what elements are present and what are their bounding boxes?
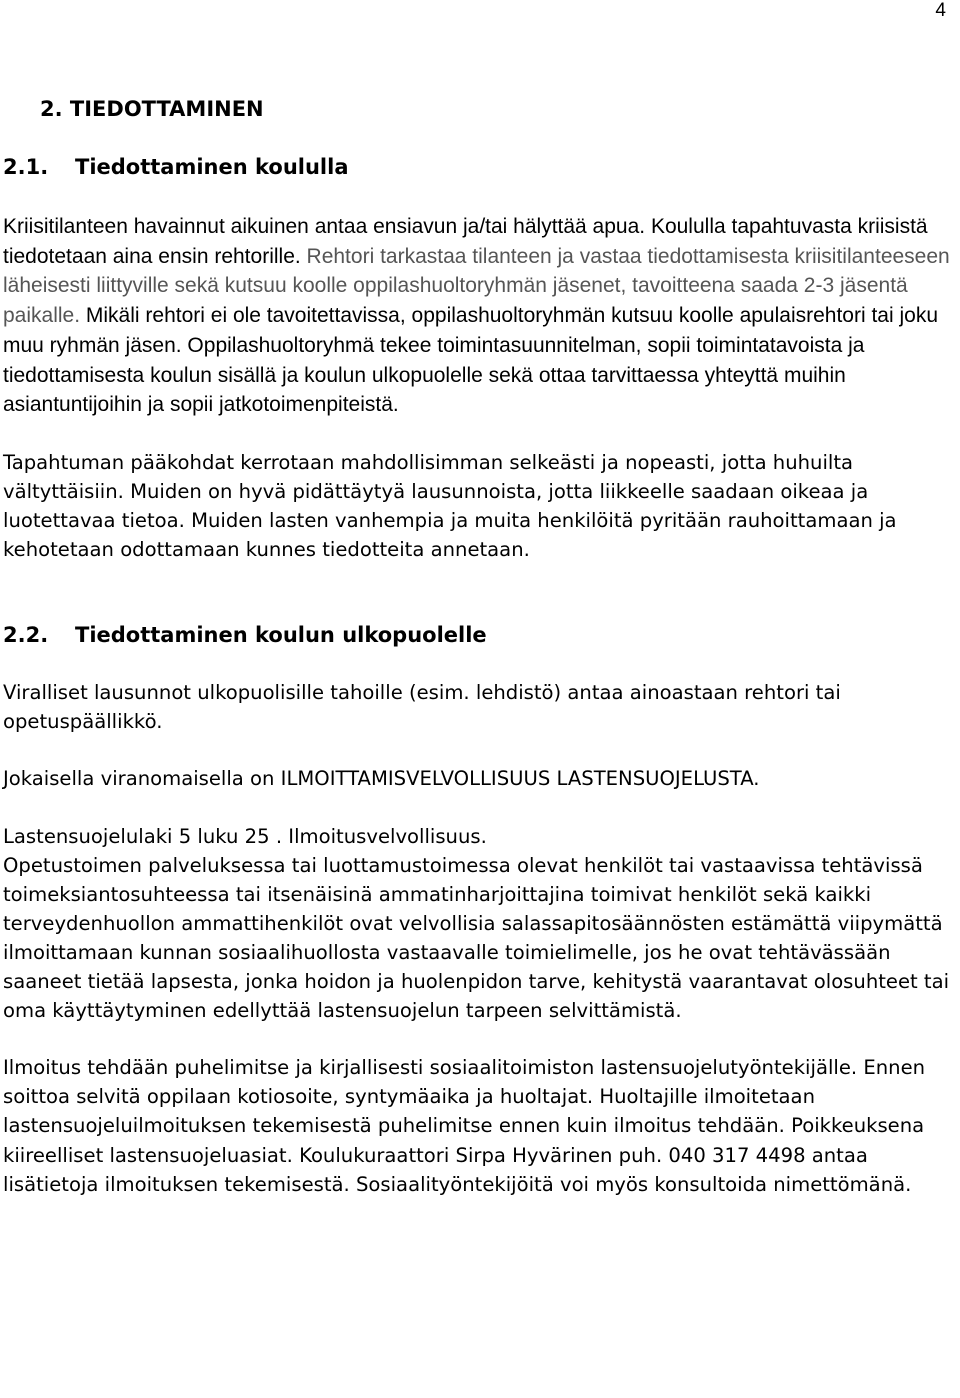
paragraph-1-part-d: Oppilashuoltoryhmä tekee toimintasuunnitelman, sopii toimintatavoista ja tiedottamisesta koulun sisällä ja koulun ulkopuolelle sekä ottaa tarvittaessa yhteyttä muihin asiantuntijoihin ja sopii jatkotoimenpiteistä. <box>3 333 865 417</box>
section-2-heading: 2. TIEDOTTAMINEN <box>40 97 264 121</box>
section-2-2-number: 2.2. <box>3 623 49 648</box>
paragraph-1-part-c: Mikäli rehtori ei ole tavoitettavissa, oppilashuoltoryhmän kutsuu koolle apulaisrehtori tai joku muu ryhmän jäsen. <box>3 304 939 357</box>
section-2-1-title: Tiedottaminen koululla <box>75 155 349 179</box>
page-number: 4 <box>935 0 946 21</box>
section-2-2-title: Tiedottaminen koulun ulkopuolelle <box>75 623 487 648</box>
section-2-1-number: 2.1. <box>3 155 49 179</box>
section-2-2-law-title: Lastensuojelulaki 5 luku 25 . Ilmoitusvelvollisuus. <box>3 824 487 848</box>
document-body <box>3 94 953 1199</box>
section-2-1-paragraph-2: Tapahtuman pääkohdat kerrotaan mahdollisimman selkeästi ja nopeasti, jotta huhuilta vältyttäisiin. Muiden on hyvä pidättäytyä lausunnoista, jotta liikkeelle saadaan oikeaa ja luotettavaa tietoa. Muiden lasten vanhempia ja muita henkilöitä pyritään rauhoittamaan ja kehotetaan odottamaan kunnes tiedotteita annetaan. <box>3 450 897 562</box>
section-2-2-heading <box>3 620 953 650</box>
paragraph-1-part-b: Rehtori tarkastaa tilanteen ja vastaa tiedottamisesta kriisitilanteeseen läheisesti liittyville sekä kutsuu koolle oppilashuoltoryhmän jäsenet, tavoitteena saada 2-3 jäsentä paikalle. <box>3 244 950 328</box>
section-2-2-paragraph-1: Viralliset lausunnot ulkopuolisille tahoille (esim. lehdistö) antaa ainoastaan rehtori tai opetuspäällikkö. <box>3 681 841 734</box>
paragraph-1-part-a: Kriisitilanteen havainnut aikuinen antaa ensiavun ja/tai hälyttää apua. Koululla tapahtuvasta kriisistä tiedotetaan aina ensin rehtorille. <box>3 215 928 268</box>
section-2-2-paragraph-4: Ilmoitus tehdään puhelimitse ja kirjallisesti sosiaalitoimiston lastensuojelutyöntekijälle. Ennen soittoa selvitä oppilaan kotiosoite, syntymäaika ja huoltajat. Huoltajille ilmoitetaan lastensuojeluilmoituksen tekemisestä puhelimitse ennen kuin ilmoitus tehdään. Poikkeuksena kiireelliset lastensuojeluasiat. Koulukuraattori Sirpa Hyvärinen puh. 040 317 4498 antaa lisätietoja ilmoituksen tekemisestä. Sosiaalityöntekijöitä voi myös konsultoida nimettömänä. <box>3 1056 926 1196</box>
section-2-2-law-body: Opetustoimen palveluksessa tai luottamustoimessa olevat henkilöt tai vastaavissa tehtävissä toimeksiantosuhteessa tai itsenäisinä ammatinharjoittajina toimivat henkilöt sekä kaikki terveydenhuollon ammattihenkilöt ovat velvollisia salassapitosäännösten estämättä viipymättä ilmoittamaan kunnan sosiaalihuollosta vastaavalle toimielimelle, jos he ovat tehtävässään saaneet tietää lapsesta, jonka hoidon ja huolenpidon tarve, kehitystä vaarantavat olosuhteet tai oma käyttäytyminen edellyttää lastensuojelun tarpeen selvittämistä. <box>3 853 950 1023</box>
section-2-1-paragraph-1 <box>3 212 953 420</box>
section-2-2-paragraph-2: Jokaisella viranomaisella on ILMOITTAMISVELVOLLISUUS LASTENSUOJELUSTA. <box>3 767 760 791</box>
section-2-1-heading <box>3 152 953 182</box>
